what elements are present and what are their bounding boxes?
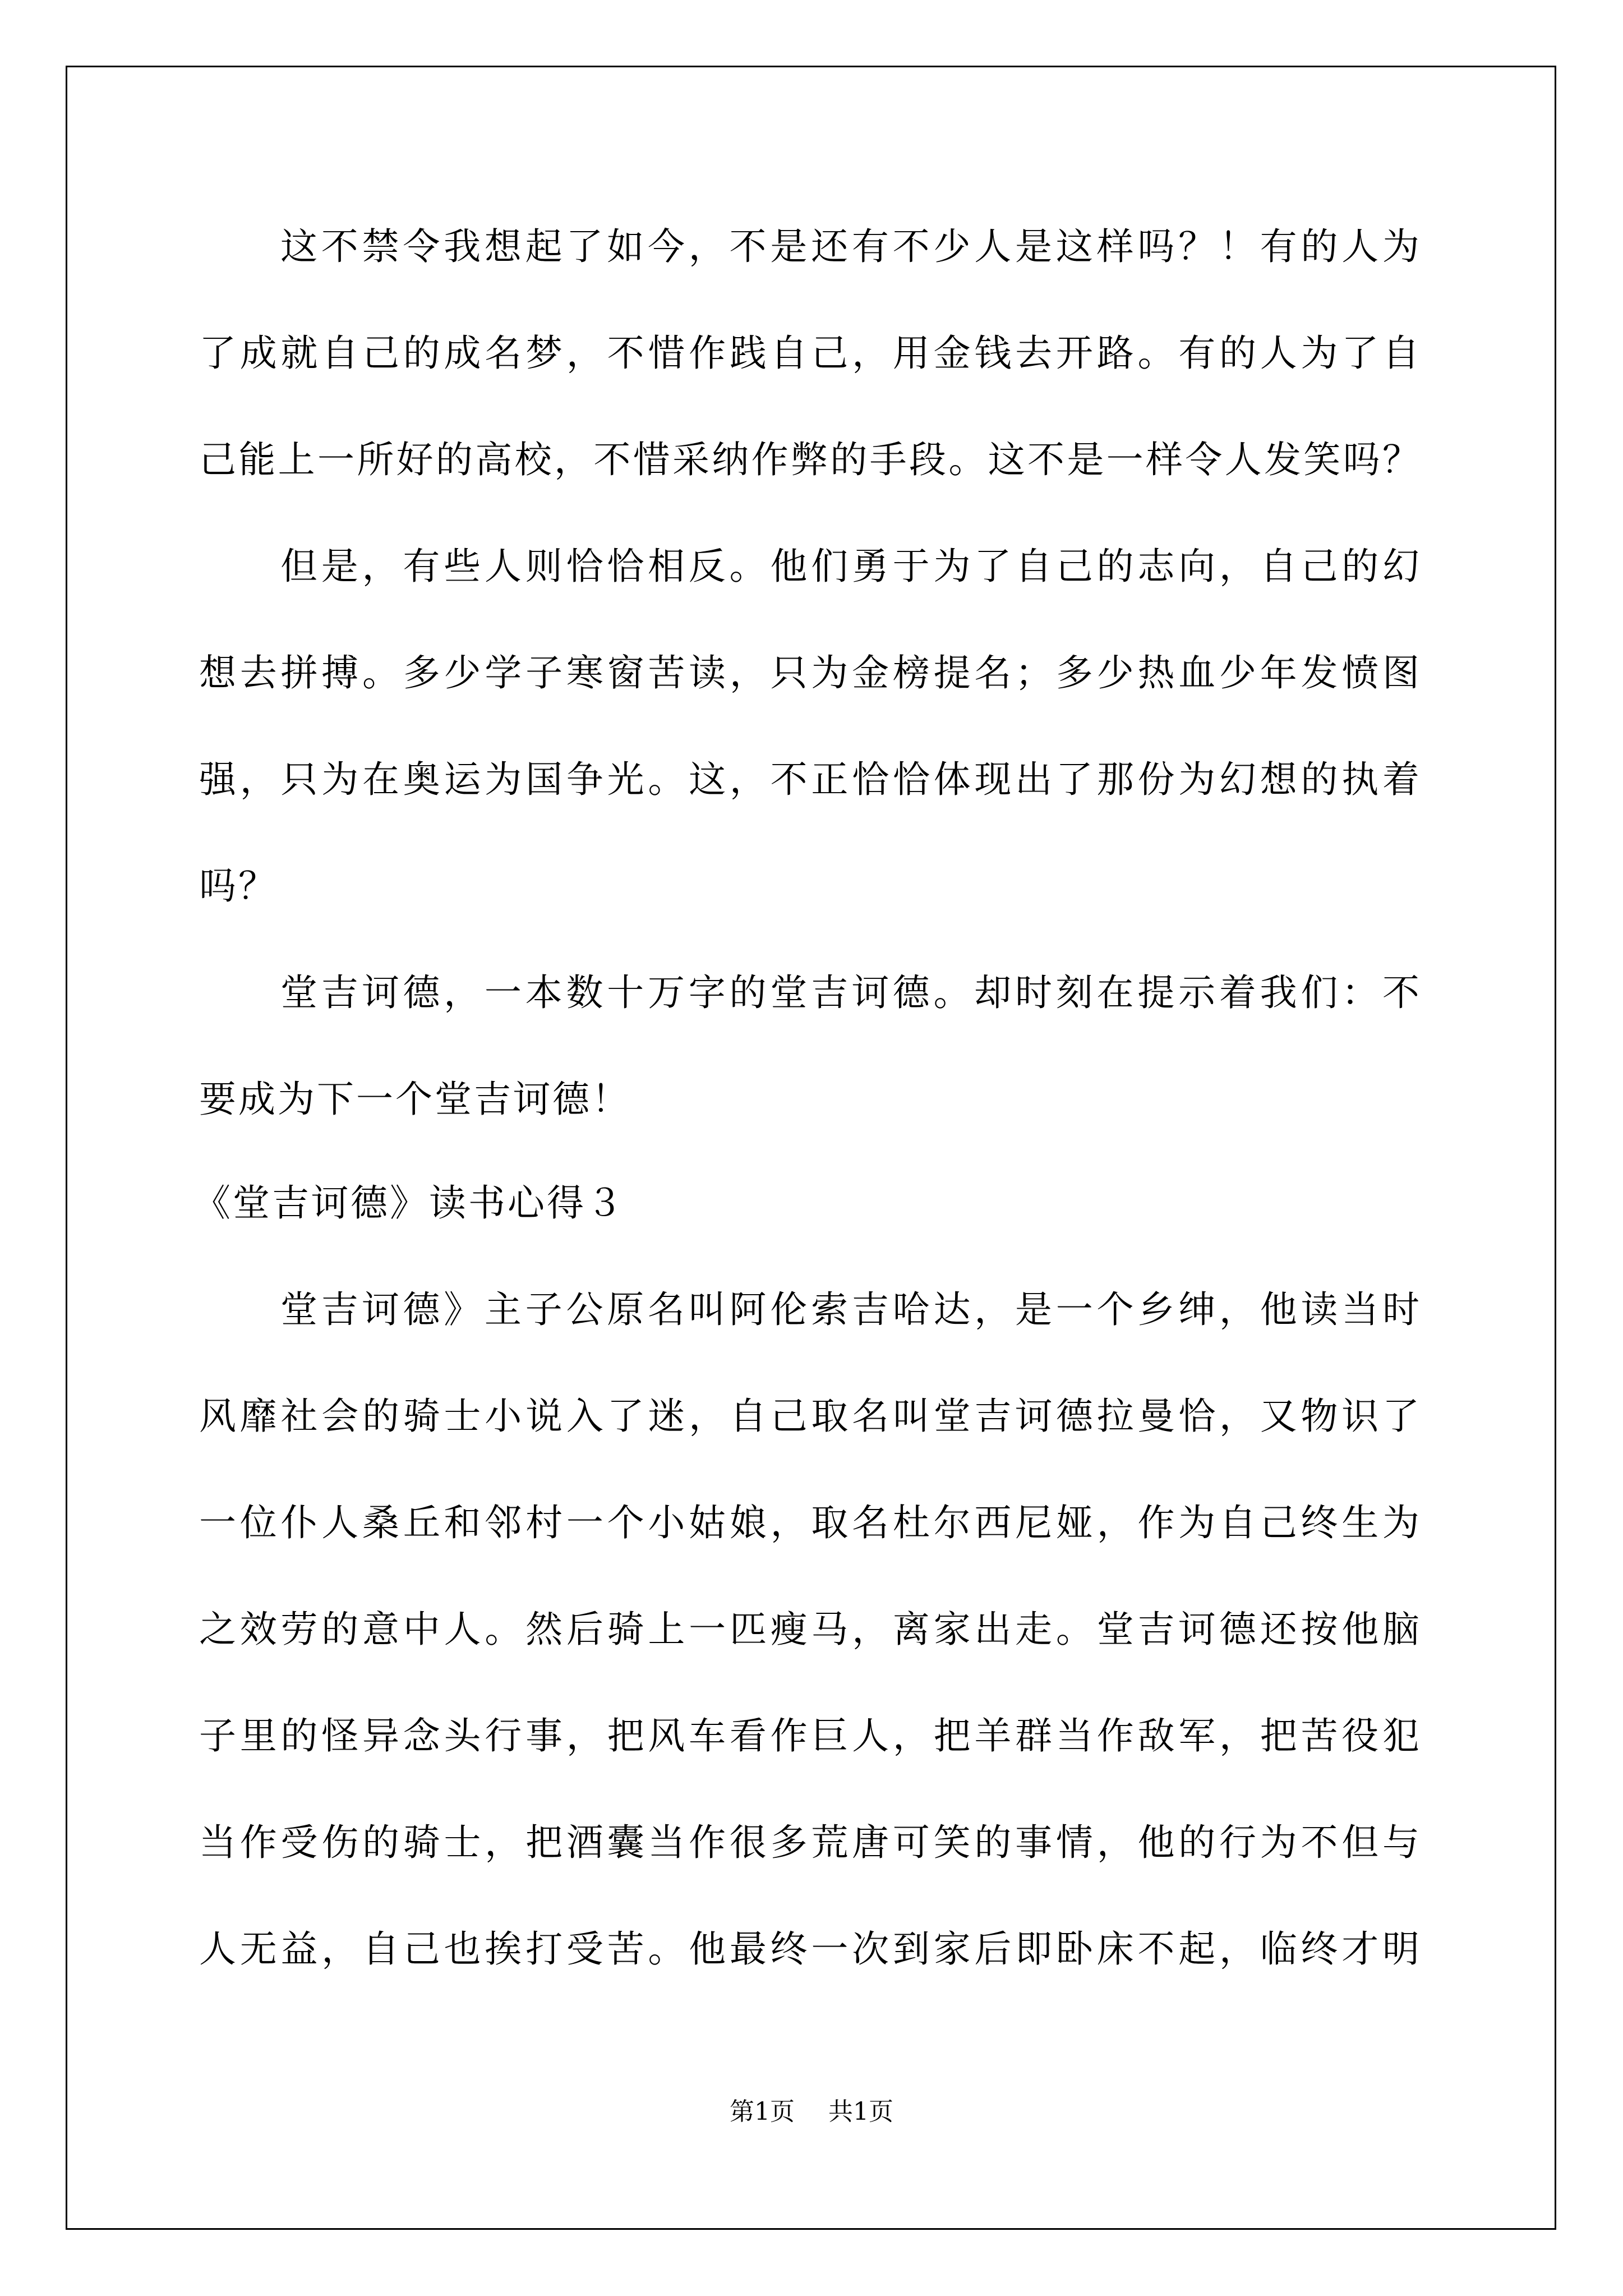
paragraph-4-line-1: 堂吉诃德》主子公原名叫阿伦索吉哈达，是一个乡绅，他读当时 — [280, 1288, 1422, 1331]
section-heading: 《堂吉诃德》读书心得３ — [193, 1181, 625, 1225]
paragraph-2-line-4: 吗？ — [199, 864, 278, 908]
paragraph-4-line-3: 一位仆人桑丘和邻村一个小姑娘，取名杜尔西尼娅，作为自己终生为 — [199, 1501, 1422, 1544]
paragraph-1-line-3: 己能上一所好的高校，不惜采纳作弊的手段。这不是一样令人发笑吗？ — [199, 438, 1422, 481]
paragraph-1-line-2: 了成就自己的成名梦，不惜作践自己，用金钱去开路。有的人为了自 — [199, 332, 1422, 375]
paragraph-3-line-1: 堂吉诃德，一本数十万字的堂吉诃德。却时刻在提示着我们：不 — [280, 971, 1422, 1014]
paragraph-3-line-2: 要成为下一个堂吉诃德！ — [199, 1078, 631, 1121]
paragraph-4-line-4: 之效劳的意中人。然后骑上一匹瘦马，离家出走。堂吉诃德还按他脑 — [199, 1608, 1422, 1651]
paragraph-4-line-5: 子里的怪异念头行事，把风车看作巨人，把羊群当作敌军，把苦役犯 — [199, 1714, 1422, 1757]
paragraph-2-line-3: 强，只为在奥运为国争光。这，不正恰恰体现出了那份为幻想的执着 — [199, 758, 1422, 801]
paragraph-2-line-1: 但是，有些人则恰恰相反。他们勇于为了自己的志向，自己的幻 — [280, 545, 1422, 588]
paragraph-2-line-2: 想去拼搏。多少学子寒窗苦读，只为金榜提名；多少热血少年发愤图 — [199, 651, 1422, 694]
page-footer — [0, 2095, 1623, 2129]
paragraph-4-line-2: 风靡社会的骑士小说入了迷，自己取名叫堂吉诃德拉曼恰，又物识了 — [199, 1395, 1422, 1438]
page-total: 共1页 — [828, 2097, 893, 2126]
page-border — [66, 66, 1556, 2230]
paragraph-1-line-1: 这不禁令我想起了如今，不是还有不少人是这样吗？！有的人为 — [280, 225, 1422, 268]
paragraph-4-line-7: 人无益，自己也挨打受苦。他最终一次到家后即卧床不起，临终才明 — [199, 1927, 1422, 1971]
paragraph-4-line-6: 当作受伤的骑士，把酒囊当作很多荒唐可笑的事情，他的行为不但与 — [199, 1821, 1422, 1864]
page-number: 第1页 — [730, 2097, 795, 2126]
